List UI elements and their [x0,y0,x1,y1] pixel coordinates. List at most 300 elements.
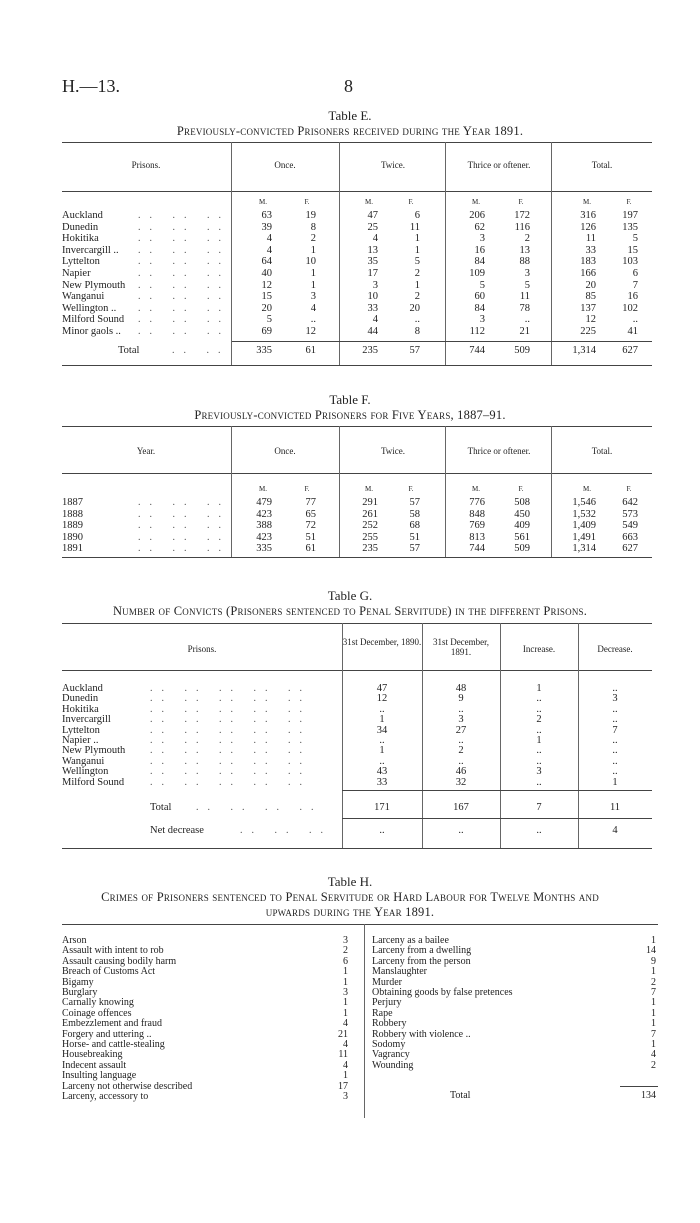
table-cell: 116 [514,221,530,233]
table-cell: 5 [414,256,420,268]
table-e-top-rule [62,142,652,143]
table-cell: 40 [261,268,272,279]
table-cell: 4 [266,244,272,256]
crime-count: 1 [343,976,348,988]
table-bottom-rule [62,848,652,849]
table-cell: 509 [514,543,530,555]
page-number: 8 [344,76,353,96]
table-cell: 84 [474,256,485,268]
table-cell: 2 [414,268,420,279]
table-cell: 2 [414,291,420,303]
table-e-col-total: Total. [591,160,613,170]
table-cell: 10 [367,291,378,303]
table-cell: 1 [310,244,316,256]
table-cell: .. [612,714,618,726]
table-cell: .. [524,314,530,326]
table-f-header-rule [62,473,652,474]
table-cell: 316 [580,210,596,221]
leader-dots: .. .. .. [138,543,230,555]
table-cell: 252 [362,520,378,532]
table-f-col-total: Total. [591,446,613,456]
row-label: Invercargill [62,714,111,726]
table-cell: .. [632,314,638,326]
table-g-col-prisons: Prisons. [187,644,217,654]
table-cell: 813 [469,531,485,543]
table-cell: 41 [627,326,638,337]
column-divider [422,623,423,848]
crime-label: Carnally knowing [62,997,134,1009]
table-cell: .. [379,703,385,715]
table-cell: .. [536,703,542,715]
female-col-label: F. [304,198,310,206]
total-cell: 61 [305,345,316,356]
table-g-col-1890: 31st December, 1890. [342,637,422,647]
table-g-col-increase: Increase. [522,644,556,654]
table-cell: .. [536,755,542,767]
crime-label: Wounding [372,1059,414,1071]
table-g-top-rule [62,623,652,624]
table-cell: 34 [376,724,388,736]
table-cell: 3 [479,314,485,326]
table-e-col-prisons: Prisons. [131,160,161,170]
table-h-subtitle-1: Crimes of Prisoners sentenced to Penal Servitude or Hard Labour for Twelve Months and [101,890,599,904]
table-cell: 10 [305,256,316,268]
table-cell: 1 [310,279,316,291]
table-cell: .. [536,693,542,705]
row-label: Hokitika [62,233,99,245]
crime-count: 6 [343,955,348,967]
female-col-label: F. [626,485,632,493]
table-cell: .. [612,745,618,757]
table-cell: .. [536,776,542,788]
table-cell: 1 [310,268,316,279]
table-f-col-twice: Twice. [380,446,406,456]
crime-label: Burglary [62,987,98,998]
table-cell: 3 [310,291,316,303]
leader-dots: .. .. .. .. .. [150,683,311,694]
table-cell: 19 [305,210,316,221]
table-cell: 33 [367,302,378,314]
table-cell: 88 [519,256,530,268]
row-label: Invercargill .. [62,244,119,256]
table-cell: 7 [632,279,638,291]
table-cell: 35 [367,256,378,268]
table-cell: 1 [536,683,542,694]
total-cell: 167 [453,802,469,813]
leader-dots: .. .. .. [138,268,230,279]
table-g-title: Table G. [327,588,373,603]
table-cell: 109 [469,268,485,279]
table-cell: 291 [362,497,378,508]
table-cell: 16 [474,244,485,256]
table-e-col-thrice: Thrice or oftener. [467,160,531,170]
crime-label: Bigamy [62,976,94,988]
net-decrease-label: Net decrease [150,825,204,836]
total-cell: 11 [609,802,621,813]
total-rule [620,1086,658,1087]
crime-label: Larceny as a bailee [372,935,449,946]
crime-count: 21 [338,1028,348,1040]
total-cell: 509 [514,345,530,356]
table-cell: 46 [455,766,467,778]
row-label: New Plymouth [62,279,126,291]
table-cell: 1,409 [572,520,596,532]
leader-dots: .. .. .. .. [196,802,323,813]
table-cell: 5 [479,279,485,291]
table-cell: .. [458,735,464,746]
table-cell: 3 [524,268,530,279]
table-cell: 16 [627,291,638,303]
leader-dots: .. .. .. .. .. [150,693,311,705]
crime-label: Robbery [372,1018,407,1030]
female-col-label: F. [626,198,632,206]
table-cell: 1,314 [572,543,596,555]
table-f-col-once: Once. [274,446,296,456]
crime-label: Larceny from a dwelling [372,945,472,957]
row-label: Minor gaols .. [62,326,121,337]
table-cell: .. [536,745,542,757]
crime-count: 2 [651,976,656,988]
net-rule [342,818,652,819]
table-cell: 776 [469,497,485,508]
total-cell: 7 [536,802,542,813]
table-cell: 1,491 [572,531,596,543]
total-label: Total [118,345,140,356]
leader-dots: .. .. .. .. .. [150,766,311,778]
table-cell: 64 [261,256,272,268]
table-cell: 1 [379,745,385,757]
table-cell: 17 [367,268,378,279]
table-cell: 15 [261,291,272,303]
table-cell: 183 [580,256,596,268]
crime-label: Housebreaking [62,1049,123,1061]
table-cell: .. [458,703,464,715]
crime-count: 1 [343,966,348,978]
table-h-top-rule [62,924,658,925]
row-label: Auckland [62,683,103,694]
table-cell: 423 [256,508,272,520]
row-label: Milford Sound [62,314,125,326]
crime-label: Arson [62,935,87,946]
table-cell: 235 [362,543,378,555]
table-bottom-rule [62,365,652,366]
crime-count: 2 [343,945,348,957]
leader-dots: .. .. [172,345,230,356]
crime-count: 1 [651,1007,656,1019]
leader-dots: .. .. .. .. .. [150,735,311,746]
table-cell: 4 [372,233,378,245]
crime-label: Manslaughter [372,966,427,978]
row-label: Wellington .. [62,302,117,314]
total-label: Total [150,802,172,813]
male-col-label: M. [365,485,373,493]
crime-label: Murder [372,976,402,988]
table-cell: 135 [622,221,638,233]
crime-label: Sodomy [372,1039,406,1050]
leader-dots: .. .. .. [138,210,230,221]
male-col-label: M. [583,485,591,493]
crime-label: Larceny not otherwise described [62,1080,193,1092]
table-cell: 47 [376,683,388,694]
table-cell: 1 [536,735,542,746]
male-col-label: M. [259,198,267,206]
table-cell: 479 [256,497,272,508]
table-cell: 12 [261,279,272,291]
total-value: 134 [641,1090,656,1101]
table-cell: .. [310,314,316,326]
crime-count: 1 [651,1039,656,1050]
table-e-col-once: Once. [274,160,296,170]
crime-label: Coinage offences [62,1007,132,1019]
total-cell: 335 [256,345,272,356]
table-g-col-1891: 31st December, 1891. [432,637,490,657]
total-cell: 235 [362,345,378,356]
leader-dots: .. .. .. [138,291,230,303]
table-cell: 62 [474,221,485,233]
table-cell: 769 [469,520,485,532]
table-cell: 15 [627,244,638,256]
table-cell: 255 [362,531,378,543]
column-divider [578,623,579,848]
leader-dots: .. .. .. [138,233,230,245]
table-cell: 126 [580,221,596,233]
table-cell: 21 [519,326,530,337]
table-cell: 61 [305,543,316,555]
table-e-header-rule [62,191,652,192]
crime-count: 1 [343,997,348,1009]
table-cell: 508 [514,497,530,508]
table-cell: 8 [414,326,420,337]
table-cell: 33 [585,244,596,256]
leader-dots: .. .. .. [138,531,230,543]
table-cell: 11 [519,291,530,303]
table-cell: 8 [310,221,316,233]
table-cell: 261 [362,508,378,520]
crime-label: Embezzlement and fraud [62,1018,162,1030]
crime-count: 17 [338,1080,348,1092]
table-cell: 72 [305,520,316,532]
table-cell: 2 [458,745,464,757]
table-cell: 5 [632,233,638,245]
column-divider [500,623,501,848]
table-cell: 388 [256,520,272,532]
table-e-subtitle: Previously-convicted Prisoners received during the Year 1891. [176,124,524,138]
table-cell: .. [612,755,618,767]
crime-count: 1 [651,1018,656,1030]
table-cell: 335 [256,543,272,555]
table-cell: 848 [469,508,485,520]
crime-count: 7 [651,987,656,998]
crime-label: Robbery with violence .. [372,1028,471,1040]
table-cell: 112 [469,326,485,337]
table-cell: 25 [367,221,378,233]
table-cell: 43 [376,766,388,778]
crime-count: 1 [651,997,656,1009]
table-cell: 1 [414,279,420,291]
row-label: 1888 [62,508,83,520]
crime-label: Perjury [372,997,402,1009]
table-cell: 103 [622,256,638,268]
female-col-label: F. [408,485,414,493]
leader-dots: .. .. .. [138,314,230,326]
total-label: Total [450,1090,471,1101]
crime-label: Larceny, accessory to [62,1091,149,1102]
row-label: Milford Sound [62,776,125,788]
row-label: Dunedin [62,221,99,233]
table-cell: 13 [367,244,378,256]
table-cell: .. [458,755,464,767]
table-g-header-rule [62,670,652,671]
table-cell: 573 [622,508,638,520]
row-label: 1890 [62,531,83,543]
table-cell: 12 [376,693,388,705]
table-cell: 57 [409,543,420,555]
row-label: Auckland [62,210,103,221]
crime-count: 9 [651,955,656,967]
table-cell: 68 [409,520,420,532]
crime-count: 4 [343,1039,348,1050]
table-cell: 11 [585,233,596,245]
table-cell: 47 [367,210,378,221]
table-cell: 5 [524,279,530,291]
crime-label: Vagrancy [372,1049,410,1061]
table-cell: 102 [622,302,638,314]
table-cell: 13 [519,244,530,256]
table-f-col-thrice: Thrice or oftener. [467,446,531,456]
table-cell: 44 [367,326,378,337]
table-cell: 663 [622,531,638,543]
leader-dots: .. .. .. .. .. [150,703,311,715]
row-label: New Plymouth [62,745,126,757]
male-col-label: M. [472,485,480,493]
row-label: Wanganui [62,755,105,767]
table-cell: 1 [612,776,618,788]
crime-count: 2 [651,1059,656,1071]
table-cell: 423 [256,531,272,543]
table-h-subtitle-2: upwards during the Year 1891. [265,905,435,919]
table-cell: 12 [305,326,316,337]
table-cell: 549 [622,520,638,532]
page-header-left: H.—13. [62,76,120,96]
table-cell: 69 [261,326,272,337]
table-cell: 51 [409,531,420,543]
table-g-col-decrease: Decrease. [597,644,633,654]
table-cell: 3 [458,714,464,726]
table-cell: 4 [372,314,378,326]
table-cell: 409 [514,520,530,532]
table-cell: .. [612,766,618,778]
table-cell: 2 [524,233,530,245]
female-col-label: F. [518,198,524,206]
table-cell: 137 [580,302,596,314]
table-cell: 5 [266,314,272,326]
crime-label: Assault with intent to rob [62,945,164,957]
table-cell: 450 [514,508,530,520]
table-cell: .. [612,735,618,746]
row-label: 1889 [62,520,83,532]
table-cell: .. [379,735,385,746]
leader-dots: .. .. .. [138,244,230,256]
table-cell: 78 [519,302,530,314]
table-cell: 6 [414,210,420,221]
table-cell: 3 [479,233,485,245]
table-e-col-twice: Twice. [380,160,406,170]
table-cell: 3 [612,693,618,705]
table-f-title: Table F. [329,392,371,407]
crime-count: 1 [651,935,656,946]
table-cell: 33 [376,776,388,788]
row-label: 1891 [62,543,83,555]
row-label: Napier [62,268,91,279]
table-cell: 20 [261,302,272,314]
crime-label: Forgery and uttering .. [62,1028,152,1040]
table-cell: 166 [580,268,596,279]
crime-count: 4 [343,1018,348,1030]
table-cell: 1 [379,714,385,726]
table-cell: 85 [585,291,596,303]
leader-dots: .. .. .. [138,520,230,532]
table-cell: 172 [514,210,530,221]
leader-dots: .. .. .. .. .. [150,776,311,788]
row-label: Napier .. [62,735,99,746]
leader-dots: .. .. .. .. .. [150,745,311,757]
row-label: Wellington [62,766,109,778]
leader-dots: .. .. .. [138,302,230,314]
female-col-label: F. [304,485,310,493]
table-bottom-rule [62,557,652,558]
table-cell: 12 [585,314,596,326]
table-cell: .. [612,683,618,694]
row-label: 1887 [62,497,83,508]
row-label: Wanganui [62,291,105,303]
crime-count: 3 [343,935,348,946]
crime-count: 1 [343,1007,348,1019]
table-cell: 561 [514,531,530,543]
table-cell: 32 [455,776,467,788]
male-col-label: M. [583,198,591,206]
table-f-subtitle: Previously-convicted Prisoners for Five Years, 1887–91. [194,408,506,422]
table-cell: 77 [305,497,316,508]
table-cell: 6 [632,268,638,279]
total-cell: 57 [409,345,420,356]
table-cell: .. [612,703,618,715]
table-h-title: Table H. [327,874,373,889]
leader-dots: .. .. .. .. .. [150,724,311,736]
table-f-col-year: Year. [136,446,156,456]
table-cell: 84 [474,302,485,314]
crime-label: Rape [372,1007,393,1019]
table-cell: 48 [455,683,467,694]
table-cell: 3 [536,766,542,778]
leader-dots: .. .. .. [138,497,230,508]
crime-count: 1 [651,966,656,978]
leader-dots: .. .. .. .. .. [150,755,311,767]
table-cell: 3 [372,279,378,291]
table-cell: 2 [536,714,542,726]
table-cell: 11 [409,221,420,233]
crime-count: 1 [343,1070,348,1082]
table-f-top-rule [62,426,652,427]
table-cell: 7 [612,724,618,736]
crime-count: 3 [343,987,348,998]
male-col-label: M. [259,485,267,493]
crime-count: 11 [338,1049,348,1061]
table-cell: 225 [580,326,596,337]
row-label: Dunedin [62,693,99,705]
table-cell: 2 [310,233,316,245]
total-rule [342,790,652,791]
table-cell: 63 [261,210,272,221]
